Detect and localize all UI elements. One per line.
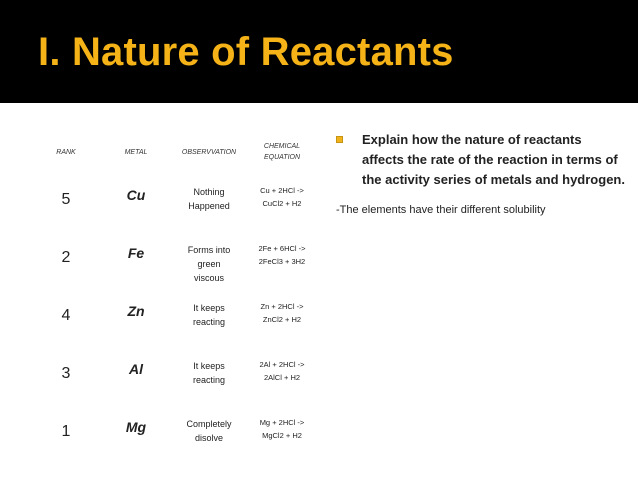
square-bullet-icon [336, 136, 343, 143]
table-header-row [36, 131, 314, 173]
metal-cell: Fe [127, 245, 145, 261]
equation-line: Zn + 2HCl -> [260, 302, 304, 311]
observation-line: Completely [186, 419, 232, 429]
header-equation-line1: CHEMICAL [263, 143, 301, 150]
observation-cell [174, 359, 244, 387]
rank-cell: 4 [61, 307, 71, 324]
reactants-table [36, 131, 314, 463]
rank-cell: 5 [61, 191, 71, 208]
observation-line: reacting [192, 317, 226, 327]
header-observation: OBSERVVATION [181, 149, 237, 156]
observation-line: It keeps [193, 303, 225, 313]
solubility-note: -The elements have their different solubility [336, 204, 546, 216]
metal-cell: Al [129, 361, 143, 377]
header-rank: RANK [56, 149, 76, 156]
equation-line: Cu + 2HCl -> [260, 186, 304, 195]
header-metal: METAL [124, 149, 148, 156]
equation-cell [250, 242, 314, 268]
observation-cell [174, 301, 244, 329]
equation-line: 2Fe + 6HCl -> [258, 244, 306, 253]
observation-line: disolve [194, 433, 223, 443]
bullet-question: Explain how the nature of reactants affects the rate of the reaction in terms of the activity series of metals and hydrogen. [362, 132, 625, 187]
slide-title: I. Nature of Reactants [38, 30, 454, 74]
metal-cell: Cu [126, 187, 146, 203]
equation-line: MgCl2 + H2 [262, 431, 302, 440]
observation-line: green [197, 259, 221, 269]
observation-line: reacting [192, 375, 226, 385]
observation-line: It keeps [193, 361, 225, 371]
title-bar [0, 0, 638, 103]
equation-cell [250, 358, 314, 384]
observation-line: viscous [193, 273, 224, 283]
observation-cell [174, 243, 244, 285]
rank-cell: 1 [61, 423, 71, 440]
observation-line: Happened [188, 201, 230, 211]
metal-cell: Zn [127, 303, 145, 319]
table-row [36, 173, 314, 231]
explanation-panel [336, 130, 626, 216]
table-body [36, 173, 314, 463]
rank-cell: 2 [61, 249, 71, 266]
metal-cell: Mg [125, 419, 147, 435]
equation-line: 2Al + 2HCl -> [259, 360, 305, 369]
table-row [36, 289, 314, 347]
observation-line: Nothing [193, 187, 225, 197]
equation-line: Mg + 2HCl -> [259, 418, 305, 427]
equation-line: ZnCl2 + H2 [262, 315, 302, 324]
equation-cell [250, 184, 314, 210]
header-equation [250, 141, 314, 163]
table-row [36, 405, 314, 463]
header-equation-line2: EQUATION [263, 154, 301, 161]
equation-line: 2AlCl + H2 [263, 373, 301, 382]
equation-cell [250, 416, 314, 442]
table-row [36, 231, 314, 289]
equation-cell [250, 300, 314, 326]
equation-line: CuCl2 + H2 [262, 199, 302, 208]
observation-cell [174, 185, 244, 213]
observation-line: Forms into [187, 245, 231, 255]
rank-cell: 3 [61, 365, 71, 382]
observation-cell [174, 417, 244, 445]
table-row [36, 347, 314, 405]
equation-line: 2FeCl3 + 3H2 [258, 257, 306, 266]
